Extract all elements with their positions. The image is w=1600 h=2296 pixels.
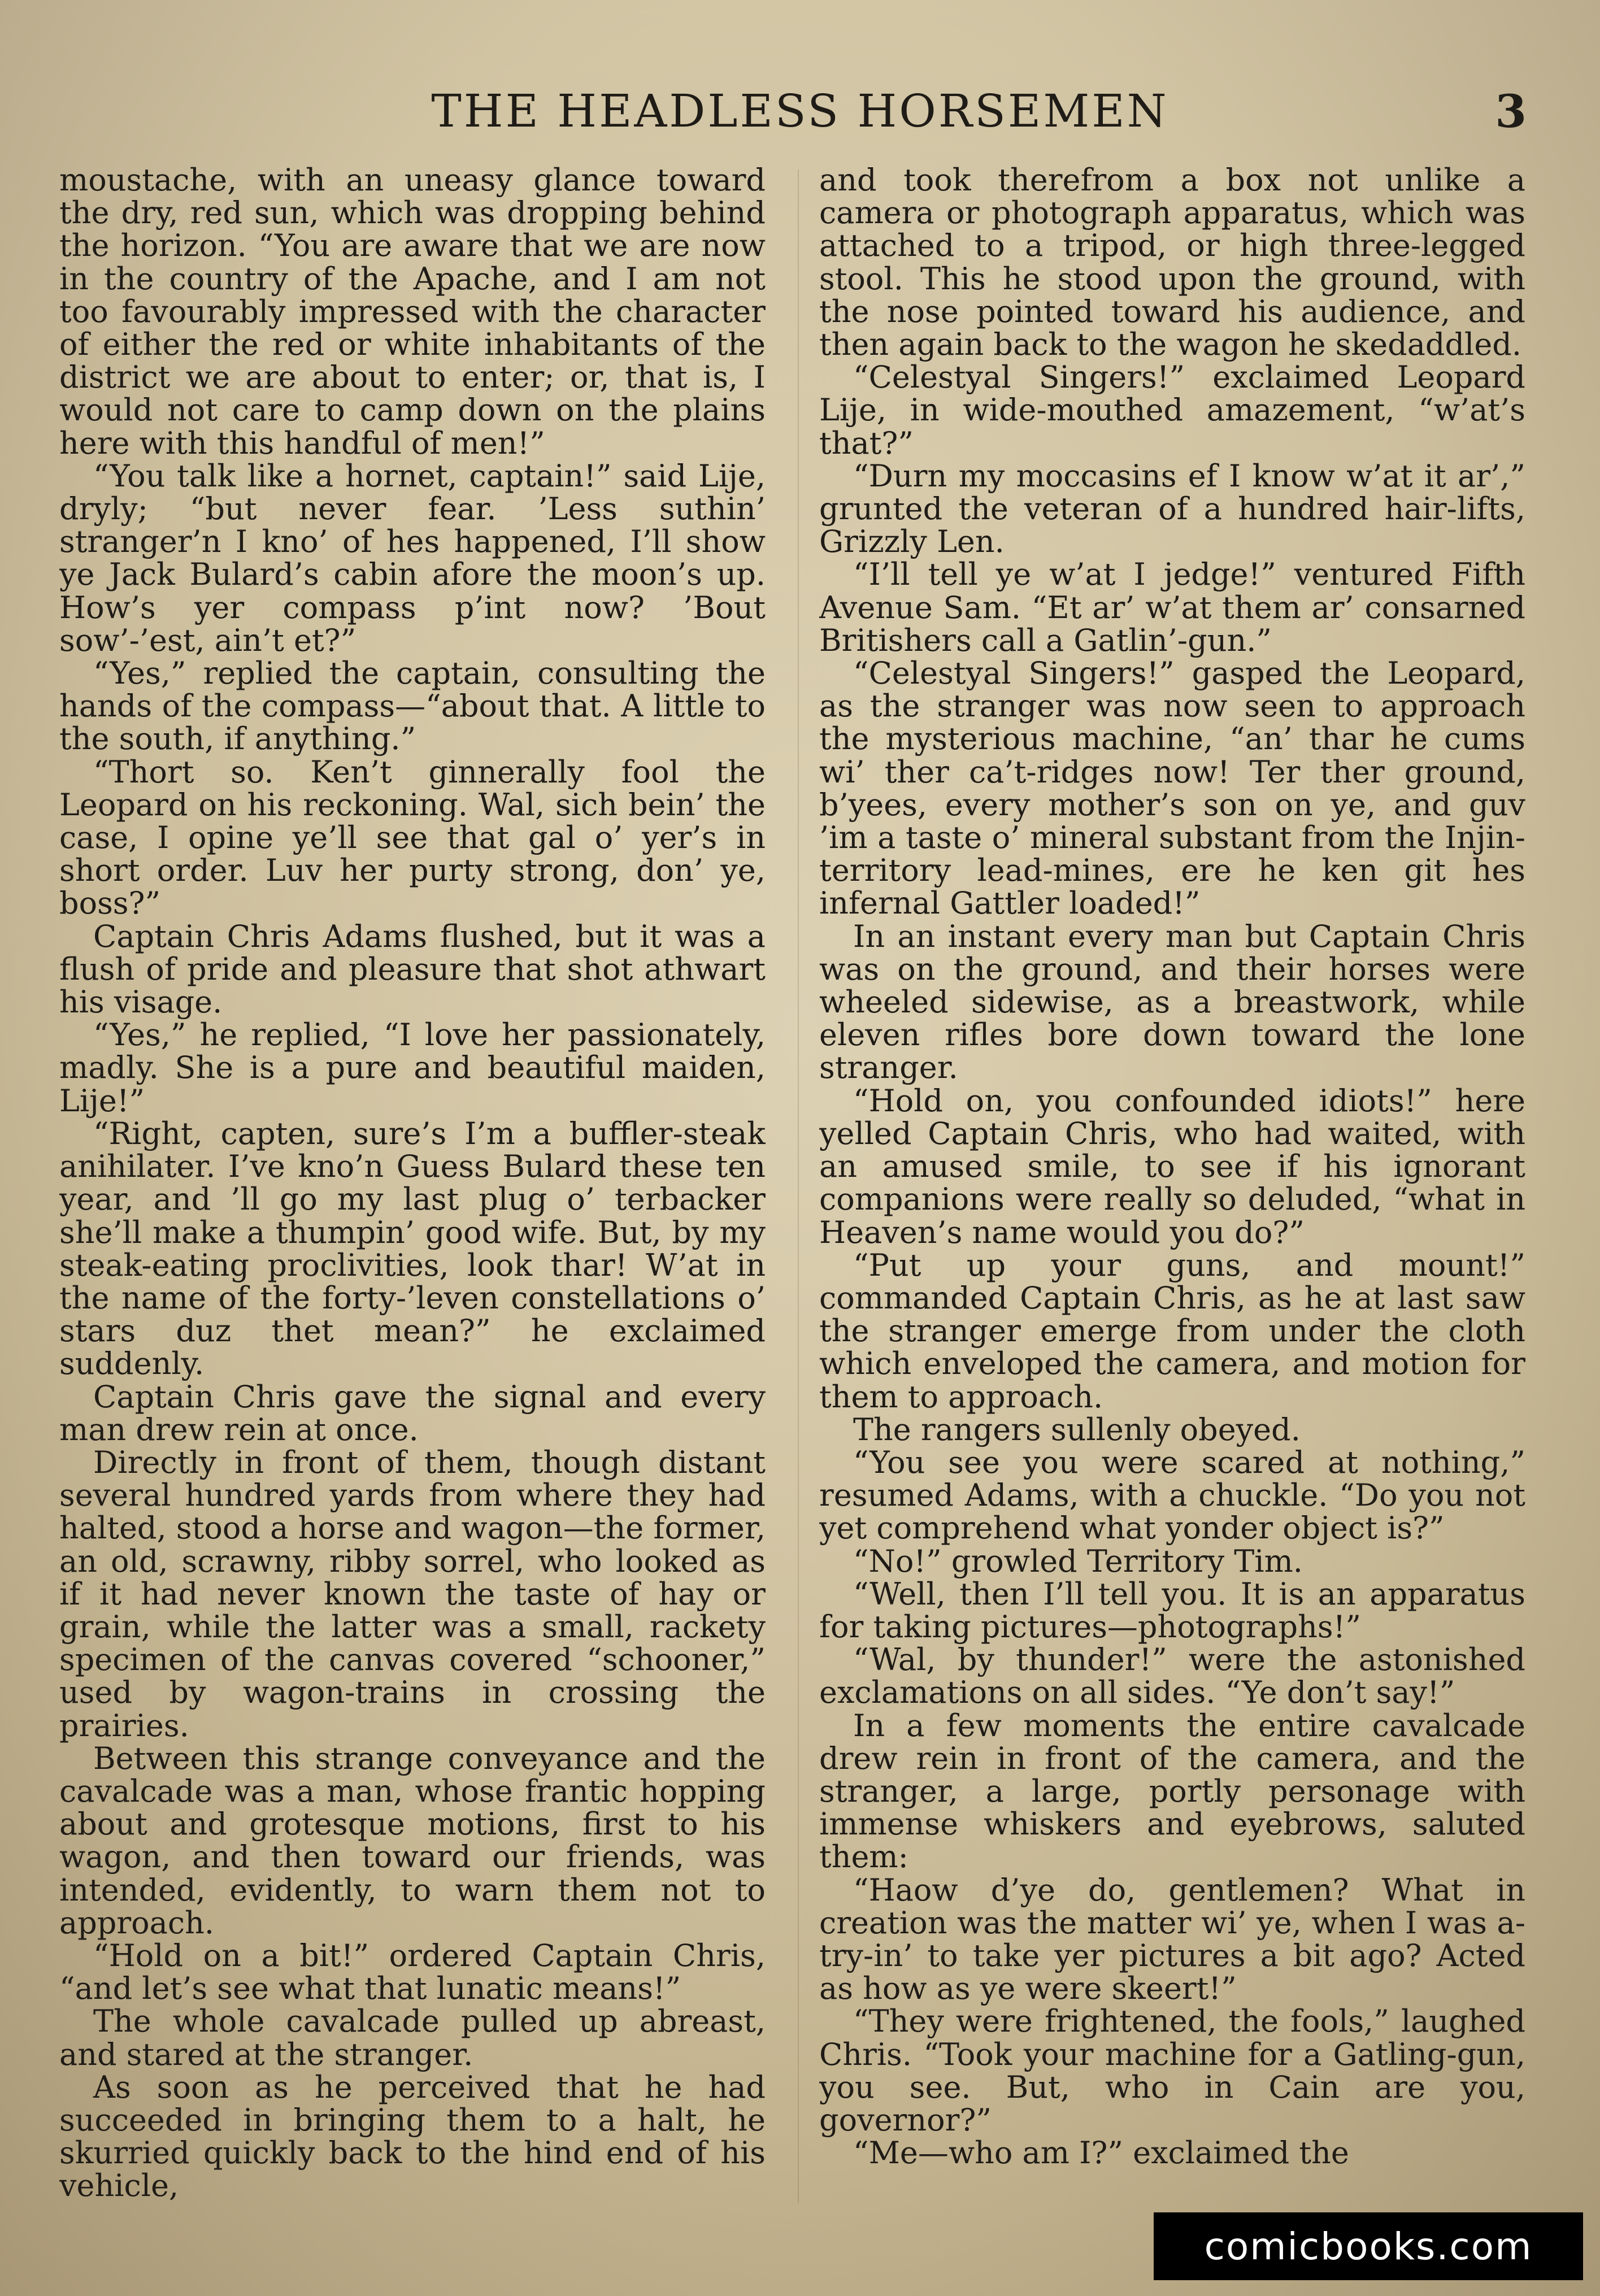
paragraph: In a few moments the entire cavalcade drew rein in front of the camera, and the stranger, a large, portly personage with immense whiskers and eyebrows, saluted them: [819,1707,1525,1875]
left-text-column [59,164,766,2209]
site-watermark: comicbooks.com [1154,2212,1583,2280]
paragraph: As soon as he perceived that he had succeeded in bringing them to a halt, he skurried quickly back to the hind end of his vehicle, [59,2069,766,2204]
paragraph: “Yes,” replied the captain, consulting the hands of the compass—“about that. A little to the south, if anything.” [59,655,766,757]
paragraph: “Me—who am I?” exclaimed the [853,2135,1349,2171]
paragraph: “No!” growled Territory Tim. [853,1543,1303,1579]
paragraph: “Put up your guns, and mount!” commanded Captain Chris, as he at last saw the stranger emerge from under the cloth which enveloped the camera, and motion for them to approach. [819,1247,1525,1415]
paragraph: The rangers sullenly obeyed. [853,1411,1301,1447]
paragraph: “Hold on, you confounded idiots!” here yelled Captain Chris, who had waited, with an amused smile, to see if his ignorant companions were really so deluded, “what in Heaven’s name would you do?” [819,1082,1525,1250]
paragraph: “Celestyal Singers!” gasped the Leopard, as the stranger was now seen to approach the mysterious machine, “an’ thar he cums wi’ ther ca’t-ridges now! Ter ther ground, b’yees, every mother’s son on ye, and guv ’im a taste o’ mineral substant from the Injin-territory lead-mines, ere he ken git hes infernal Gattler loaded!” [819,655,1525,921]
paragraph: “They were frightened, the fools,” laughed Chris. “Took your machine for a Gatling-gun, you see. But, who in Cain are you, governor?” [819,2003,1525,2138]
paragraph: The whole cavalcade pulled up abreast, and stared at the stranger. [59,2003,766,2072]
paragraph: “I’ll tell ye w’at I jedge!” ventured Fifth Avenue Sam. “Et ar’ w’at them ar’ consarned Britishers call a Gatlin’-gun.” [819,556,1525,658]
column-gutter [798,169,799,2203]
paragraph: Captain Chris gave the signal and every man drew rein at once. [59,1379,766,1447]
paragraph: Between this strange conveyance and the cavalcade was a man, whose frantic hopping about and grotesque motions, first to his wagon, and then toward our friends, was intended, evidently, to warn them not to approach. [59,1740,766,1941]
paragraph: and took therefrom a box not unlike a camera or photograph apparatus, which was attached to a tripod, or high three-legged stool. This he stood upon the ground, with the nose pointed toward his audience, and then again back to the wagon he skedaddled. [819,164,1525,363]
page-number: 3 [1495,85,1527,138]
paragraph: “Thort so. Ken’t ginnerally fool the Leopard on his reckoning. Wal, sich bein’ the case, I opine ye’ll see that gal o’ yer’s in short order. Luv her purty strong, don’ ye, boss?” [59,754,766,921]
paragraph: “Right, capten, sure’s I’m a buffler-steak anihilater. I’ve kno’n Guess Bulard these ten year, and ’ll go my last plug o’ terbacker she’ll make a thumpin’ good wife. But, by my steak-eating proclivities, look thar! W’at in the name of the forty-’leven constellations o’ stars duz thet mean?” he exclaimed suddenly. [59,1115,766,1382]
right-text-column [819,164,1525,2209]
running-header [0,85,1600,147]
page-title: THE HEADLESS HORSEMEN [431,85,1169,137]
paragraph: In an instant every man but Captain Chris was on the ground, and their horses were wheeled sidewise, as a breastwork, while eleven rifles bore down toward the lone stranger. [819,918,1525,1086]
paragraph: “Hold on a bit!” ordered Captain Chris, “and let’s see what that lunatic means!” [59,1937,766,2007]
paragraph: “Wal, by thunder!” were the astonished exclamations on all sides. “Ye don’t say!” [819,1642,1525,1711]
paragraph: “Celestyal Singers!” exclaimed Leopard Lije, in wide-mouthed amazement, “w’at’s that?” [819,359,1525,461]
paragraph: “Haow d’ye do, gentlemen? What in creation was the matter wi’ ye, when I was a-try-in’ to take yer pictures a bit ago? Acted as how as ye were skeert!” [819,1872,1525,2007]
paragraph: “Yes,” he replied, “I love her passionately, madly. She is a pure and beautiful maiden, Lije!” [59,1017,766,1119]
paragraph: Captain Chris Adams flushed, but it was a flush of pride and pleasure that shot athwart his visage. [59,918,766,1020]
paragraph: “Well, then I’ll tell you. It is an apparatus for taking pictures—photographs!” [819,1576,1525,1645]
paragraph: moustache, with an uneasy glance toward the dry, red sun, which was dropping behind the horizon. “You are aware that we are now in the country of the Apache, and I am not too favourably impressed with the character of either the red or white inhabitants of the district we are about to enter; or, that is, I would not care to camp down on the plains here with this handful of men!” [59,164,766,461]
paragraph: Directly in front of them, though distant several hundred yards from where they had halted, stood a horse and wagon—the former, an old, scrawny, ribby sorrel, who looked as if it had never known the taste of hay or grain, while the latter was a small, rackety specimen of the canvas covered “schooner,” used by wagon-trains in crossing the prairies. [59,1444,766,1743]
paragraph: “Durn my moccasins ef I know w’at it ar’,” grunted the veteran of a hundred hair-lifts, Grizzly Len. [819,458,1525,560]
paragraph: “You talk like a hornet, captain!” said Lije, dryly; “but never fear. ’Less suthin’ stranger’n I kno’ of hes happened, I’ll show ye Jack Bulard’s cabin afore the moon’s up. How’s yer compass p’int now? ’Bout sow’-’est, ain’t et?” [59,458,766,658]
paragraph: “You see you were scared at nothing,” resumed Adams, with a chuckle. “Do you not yet comprehend what yonder object is?” [819,1444,1525,1546]
